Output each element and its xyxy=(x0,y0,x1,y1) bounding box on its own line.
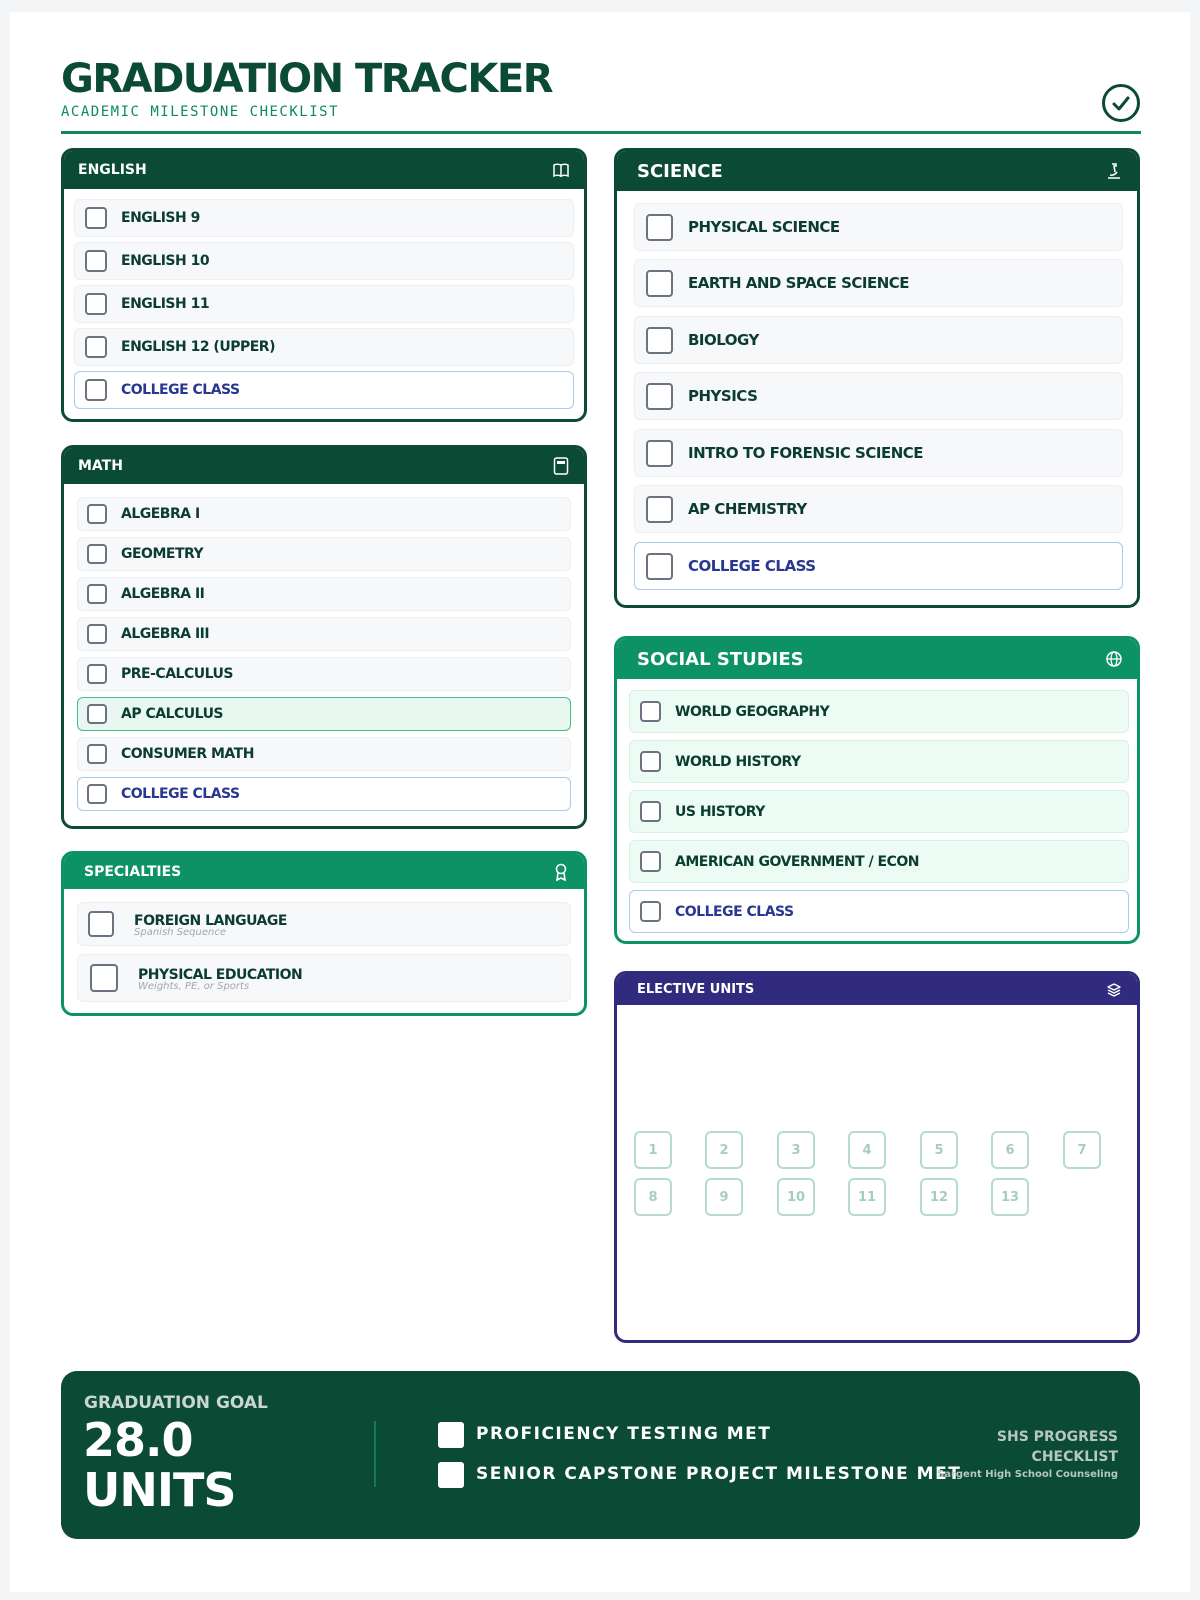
specialty-label: FOREIGN LANGUAGE xyxy=(134,913,287,929)
award-ribbon-icon xyxy=(552,863,570,881)
course-label: CONSUMER MATH xyxy=(121,746,254,762)
course-label: COLLEGE CLASS xyxy=(121,786,240,802)
page-subtitle: ACADEMIC MILESTONE CHECKLIST xyxy=(61,104,340,120)
course-label: COLLEGE CLASS xyxy=(688,557,816,575)
english-card xyxy=(61,148,587,422)
social-studies-item[interactable] xyxy=(629,840,1129,883)
math-college-item[interactable] xyxy=(77,777,571,811)
checkbox[interactable] xyxy=(85,379,107,401)
social-studies-header xyxy=(617,639,1137,679)
specialties-title: SPECIALTIES xyxy=(84,863,182,880)
specialty-note: Spanish Sequence xyxy=(134,927,226,938)
elective-unit-box[interactable]: 2 xyxy=(705,1131,743,1169)
course-label: WORLD HISTORY xyxy=(675,753,801,770)
course-label: ENGLISH 9 xyxy=(121,210,200,226)
elective-units-title: ELECTIVE UNITS xyxy=(637,982,755,997)
math-item-highlighted[interactable] xyxy=(77,697,571,731)
checkbox[interactable] xyxy=(85,336,107,358)
course-label: AP CALCULUS xyxy=(121,706,224,722)
checkbox[interactable] xyxy=(640,901,661,922)
brand-subtitle: Sargent High School Counseling xyxy=(937,1469,1118,1480)
course-label: ENGLISH 10 xyxy=(121,253,210,269)
checkbox[interactable] xyxy=(640,751,661,772)
social-studies-item[interactable] xyxy=(629,690,1129,733)
course-label: US HISTORY xyxy=(675,803,765,820)
goal-value xyxy=(83,1415,235,1515)
science-item[interactable] xyxy=(634,203,1123,251)
elective-unit-box[interactable]: 12 xyxy=(920,1178,958,1216)
elective-unit-box[interactable]: 1 xyxy=(634,1131,672,1169)
specialty-label: PHYSICAL EDUCATION xyxy=(138,967,303,983)
social-studies-card xyxy=(614,636,1140,944)
elective-unit-box[interactable]: 13 xyxy=(991,1178,1029,1216)
capstone-label: SENIOR CAPSTONE PROJECT MILESTONE MET xyxy=(476,1464,962,1484)
science-item[interactable] xyxy=(634,429,1123,477)
layers-icon xyxy=(1105,981,1123,999)
microscope-icon xyxy=(1105,162,1123,180)
checkbox[interactable] xyxy=(87,664,107,684)
math-item[interactable] xyxy=(77,617,571,651)
math-item[interactable] xyxy=(77,657,571,691)
math-item[interactable] xyxy=(77,497,571,531)
math-item[interactable] xyxy=(77,537,571,571)
english-title: ENGLISH xyxy=(78,162,147,178)
course-label: BIOLOGY xyxy=(688,331,759,349)
course-label: PRE-CALCULUS xyxy=(121,666,233,682)
english-item[interactable] xyxy=(74,199,574,237)
science-item[interactable] xyxy=(634,485,1123,533)
math-title: MATH xyxy=(78,458,123,474)
elective-unit-box[interactable]: 3 xyxy=(777,1131,815,1169)
english-item[interactable] xyxy=(74,328,574,366)
checkbox[interactable] xyxy=(87,744,107,764)
elective-unit-box[interactable]: 10 xyxy=(777,1178,815,1216)
checkbox[interactable] xyxy=(88,911,114,937)
elective-unit-box[interactable]: 11 xyxy=(848,1178,886,1216)
course-label: WORLD GEOGRAPHY xyxy=(675,703,830,720)
checkbox[interactable] xyxy=(646,270,673,297)
goal-value-unit: UNITS xyxy=(83,1463,236,1517)
english-college-item[interactable] xyxy=(74,371,574,409)
math-item[interactable] xyxy=(77,577,571,611)
specialty-item[interactable] xyxy=(77,954,571,1002)
elective-units-header xyxy=(617,974,1137,1005)
social-studies-item[interactable] xyxy=(629,790,1129,833)
checkbox[interactable] xyxy=(646,214,673,241)
science-college-item[interactable] xyxy=(634,542,1123,590)
checkbox[interactable] xyxy=(646,327,673,354)
checkbox[interactable] xyxy=(640,801,661,822)
math-card xyxy=(61,445,587,829)
course-label: COLLEGE CLASS xyxy=(675,903,794,920)
science-item[interactable] xyxy=(634,372,1123,420)
checkbox[interactable] xyxy=(85,293,107,315)
specialties-card xyxy=(61,851,587,1016)
capstone-checkbox[interactable] xyxy=(438,1462,464,1488)
course-label: ENGLISH 12 (UPPER) xyxy=(121,339,275,355)
social-studies-title: SOCIAL STUDIES xyxy=(637,648,804,670)
course-label: PHYSICS xyxy=(688,387,758,405)
checkbox[interactable] xyxy=(640,851,661,872)
brand-title xyxy=(997,1427,1118,1467)
course-label: COLLEGE CLASS xyxy=(121,382,240,398)
checkbox[interactable] xyxy=(646,383,673,410)
elective-unit-box[interactable]: 6 xyxy=(991,1131,1029,1169)
elective-unit-box[interactable]: 8 xyxy=(634,1178,672,1216)
checkbox[interactable] xyxy=(87,544,107,564)
checkbox[interactable] xyxy=(646,553,673,580)
graduation-goal-footer xyxy=(61,1371,1140,1539)
goal-label: GRADUATION GOAL xyxy=(84,1393,268,1413)
course-label: ALGEBRA II xyxy=(121,586,205,602)
course-label: ALGEBRA I xyxy=(121,506,200,522)
course-label: PHYSICAL SCIENCE xyxy=(688,218,840,236)
english-item[interactable] xyxy=(74,242,574,280)
course-label: ENGLISH 11 xyxy=(121,296,210,312)
checkbox[interactable] xyxy=(87,704,107,724)
book-icon xyxy=(552,161,570,179)
specialties-header xyxy=(64,854,584,889)
checkbox[interactable] xyxy=(87,624,107,644)
check-circle-icon xyxy=(1102,84,1140,122)
checkbox[interactable] xyxy=(85,250,107,272)
course-label: ALGEBRA III xyxy=(121,626,210,642)
elective-units-card xyxy=(614,971,1140,1343)
checkbox[interactable] xyxy=(87,584,107,604)
science-item[interactable] xyxy=(634,259,1123,307)
specialty-note: Weights, PE, or Sports xyxy=(138,981,250,992)
globe-icon xyxy=(1105,650,1123,668)
elective-unit-box[interactable]: 7 xyxy=(1063,1131,1101,1169)
math-header xyxy=(64,448,584,484)
proficiency-label: PROFICIENCY TESTING MET xyxy=(476,1424,772,1444)
specialty-item[interactable] xyxy=(77,902,571,946)
science-title: SCIENCE xyxy=(637,160,723,182)
checkbox[interactable] xyxy=(87,784,107,804)
english-item[interactable] xyxy=(74,285,574,323)
social-studies-item[interactable] xyxy=(629,740,1129,783)
brand-line-1: SHS PROGRESS xyxy=(996,1429,1118,1445)
math-item[interactable] xyxy=(77,737,571,771)
checkbox[interactable] xyxy=(646,440,673,467)
course-label: AP CHEMISTRY xyxy=(688,500,807,518)
checkbox[interactable] xyxy=(90,964,118,992)
checkbox[interactable] xyxy=(87,504,107,524)
goal-value-number: 28.0 xyxy=(83,1413,193,1467)
science-card xyxy=(614,148,1140,608)
course-label: GEOMETRY xyxy=(121,546,204,562)
course-label: EARTH AND SPACE SCIENCE xyxy=(688,274,910,292)
course-label: INTRO TO FORENSIC SCIENCE xyxy=(688,444,924,462)
checkbox[interactable] xyxy=(646,496,673,523)
proficiency-checkbox[interactable] xyxy=(438,1422,464,1448)
page-title: GRADUATION TRACKER xyxy=(61,56,552,102)
english-header xyxy=(64,151,584,189)
elective-unit-box[interactable]: 4 xyxy=(848,1131,886,1169)
divider xyxy=(374,1421,376,1487)
checkbox[interactable] xyxy=(85,207,107,229)
elective-unit-box[interactable]: 5 xyxy=(920,1131,958,1169)
calculator-icon xyxy=(552,457,570,475)
social-studies-college-item[interactable] xyxy=(629,890,1129,933)
course-label: AMERICAN GOVERNMENT / ECON xyxy=(675,853,920,870)
header xyxy=(61,46,1141,134)
elective-unit-box[interactable]: 9 xyxy=(705,1178,743,1216)
checkbox[interactable] xyxy=(640,701,661,722)
brand-line-2: CHECKLIST xyxy=(1031,1449,1118,1465)
science-header xyxy=(617,151,1137,191)
science-item[interactable] xyxy=(634,316,1123,364)
